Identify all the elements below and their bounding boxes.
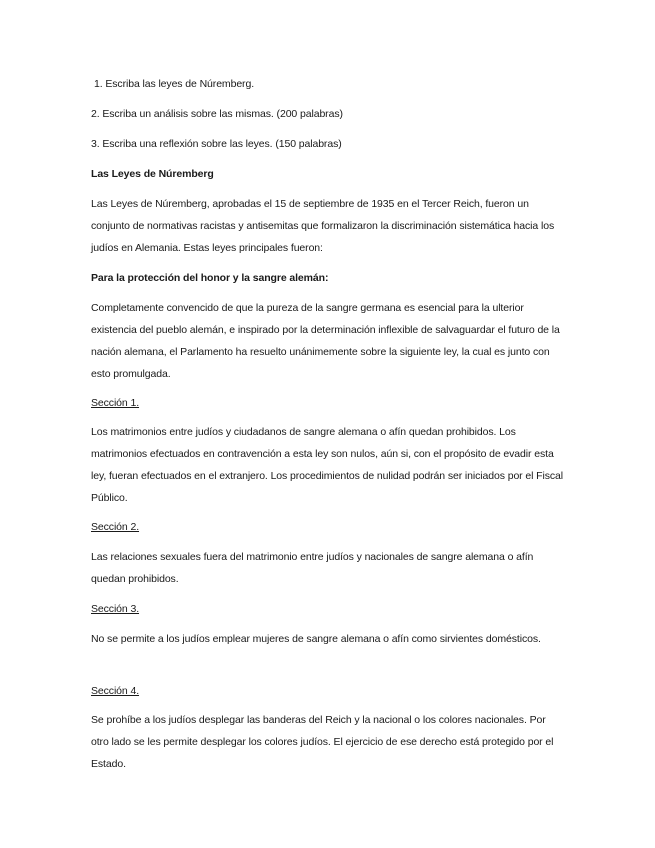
section-4-text: Se prohíbe a los judíos desplegar las banderas del Reich y la nacional o los colores nacionales. Por otro lado se les permite desplegar los colores judíos. El ejercicio de ese derecho está protegido por el Estado. xyxy=(91,714,554,770)
section-1-heading: Sección 1. xyxy=(91,397,140,409)
section-3-text: No se permite a los judíos emplear mujeres de sangre alemana o afín como sirvientes domésticos. xyxy=(91,633,541,645)
section-4-heading: Sección 4. xyxy=(91,685,140,697)
question-1: 1. Escriba las leyes de Núremberg. xyxy=(94,78,255,90)
question-3: 3. Escriba una reflexión sobre las leyes. (150 palabras) xyxy=(91,138,342,150)
preamble-paragraph: Completamente convencido de que la pureza de la sangre germana es esencial para la ulterior existencia del pueblo alemán, e inspirado por la determinación inflexible de salvaguardar el futuro de la nación alemana, el Parlamento ha resuelto unánimemente sobre la siguiente ley, la cual es junto con esto promulgada. xyxy=(91,302,560,380)
document-title: Las Leyes de Núremberg xyxy=(91,168,214,180)
intro-paragraph: Las Leyes de Núremberg, aprobadas el 15 de septiembre de 1935 en el Tercer Reich, fueron un conjunto de normativas racistas y antisemitas que formalizaron la discriminación sistemática hacia los judíos en Alemania. Estas leyes principales fueron: xyxy=(91,198,555,254)
law-title: Para la protección del honor y la sangre alemán: xyxy=(91,272,329,284)
section-2-heading: Sección 2. xyxy=(91,521,140,533)
section-1-text: Los matrimonios entre judíos y ciudadanos de sangre alemana o afín quedan prohibidos. Los matrimonios efectuados en contravención a esta ley son nulos, aún si, con el propósito de evadir esta ley, fueran efectuados en el extranjero. Los procedimientos de nulidad podrán ser iniciados por el Fiscal Público. xyxy=(91,426,564,504)
section-3-heading: Sección 3. xyxy=(91,603,140,615)
section-2-text: Las relaciones sexuales fuera del matrimonio entre judíos y nacionales de sangre alemana o afín quedan prohibidos. xyxy=(91,551,534,585)
question-2: 2. Escriba un análisis sobre las mismas. (200 palabras) xyxy=(91,108,343,120)
